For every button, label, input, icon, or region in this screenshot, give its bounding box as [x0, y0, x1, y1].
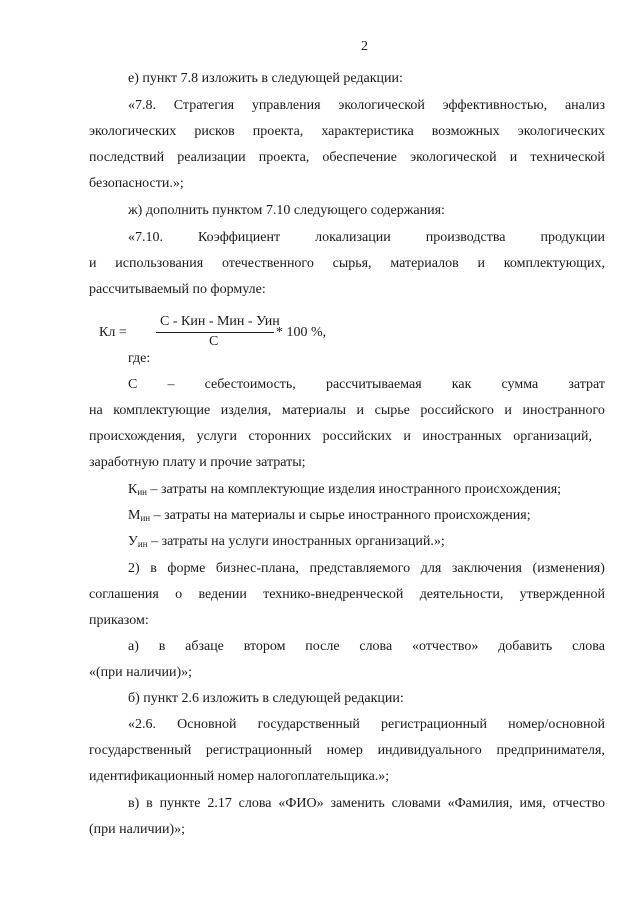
word: Стратегия: [173, 98, 235, 113]
word: государственный: [257, 717, 360, 732]
v-line-2: (при наличии)»;: [89, 822, 186, 837]
v-line-1: [128, 795, 605, 813]
p710-line-2: [89, 255, 605, 273]
m-text: – затраты на материалы и сырье иностранного происхождения;: [150, 508, 531, 523]
p78-line-1: [128, 97, 605, 115]
formula-rhs: * 100 %,: [276, 325, 327, 340]
word: сырье: [374, 403, 410, 418]
word: организаций,: [513, 429, 592, 444]
word: услуги: [196, 429, 237, 444]
word: бизнес-плана,: [215, 561, 299, 576]
p78-line-2: [89, 123, 605, 141]
p2-line-2: [89, 586, 605, 604]
formula-denominator: С: [209, 334, 219, 349]
word: заменить: [330, 796, 385, 811]
c-def-line-1: [128, 376, 605, 394]
word: обеспечение: [322, 150, 397, 165]
word: (изменения): [532, 561, 605, 576]
m-subscript: ин: [140, 513, 151, 523]
word: экологических: [89, 124, 177, 139]
word: и: [509, 150, 518, 165]
word: технико-внедренческой: [263, 587, 404, 602]
page-number: 2: [361, 39, 368, 54]
word: слова: [238, 796, 272, 811]
word: экологической: [338, 98, 425, 113]
word: «отчество»: [412, 639, 479, 654]
word: представляемого: [309, 561, 411, 576]
word: комплектующих,: [503, 256, 605, 271]
word: технической: [530, 150, 605, 165]
u-symbol: У: [128, 534, 138, 549]
word: абзаце: [185, 639, 224, 654]
word: 2.17: [207, 796, 232, 811]
k-definition: [128, 481, 561, 501]
word: комплектующие: [113, 403, 211, 418]
u-subscript: ин: [137, 539, 148, 549]
word: в: [158, 639, 166, 654]
word: «7.10.: [128, 230, 163, 245]
word: проекта,: [258, 150, 310, 165]
word: в: [146, 796, 153, 811]
word: словами: [391, 796, 441, 811]
word: имя,: [519, 796, 546, 811]
word: затрат: [568, 377, 605, 392]
p26-line-2: [89, 742, 605, 760]
word: слова: [572, 639, 605, 654]
word: регистрационный: [205, 743, 312, 758]
word: возможных: [431, 124, 500, 139]
word: и: [89, 256, 97, 271]
word: сумма: [501, 377, 539, 392]
k-subscript: ин: [137, 487, 147, 497]
k-symbol: К: [128, 482, 138, 497]
word: сырья,: [332, 256, 372, 271]
p78-line-3: [89, 149, 605, 167]
word: производства: [425, 230, 506, 245]
word: индивидуального: [377, 743, 482, 758]
word: отечественного: [221, 256, 314, 271]
word: как: [451, 377, 472, 392]
formula-numerator: С - Кин - Мин - Уин: [160, 314, 280, 329]
p26-line-1: [128, 716, 605, 734]
c-def-line-2: [89, 402, 605, 420]
word: экологической: [410, 150, 497, 165]
word: реализации: [177, 150, 246, 165]
word: анализ: [564, 98, 605, 113]
p710-line-3: рассчитываемый по формуле:: [89, 282, 266, 297]
p26-line-3: идентификационный номер налогоплательщика.»;: [89, 769, 390, 784]
p78-line-4: безопасности.»;: [89, 176, 184, 191]
word: пункте: [159, 796, 201, 811]
p2-line-3: приказом:: [89, 613, 149, 628]
word: продукции: [540, 230, 605, 245]
p2-line-1: [128, 560, 605, 578]
word: соглашения: [89, 587, 159, 602]
word: происхождения,: [89, 429, 186, 444]
word: иностранного: [522, 403, 605, 418]
word: предпринимателя,: [496, 743, 605, 758]
u-text: – затраты на услуги иностранных организаций.»;: [147, 534, 445, 549]
word: управления: [251, 98, 321, 113]
c-def-line-3: [89, 428, 592, 446]
word: о: [175, 587, 183, 602]
word: для: [420, 561, 442, 576]
k-text: – затраты на комплектующие изделия иностранного происхождения;: [146, 482, 562, 497]
m-symbol: М: [128, 508, 141, 523]
word: Коэффициент: [198, 230, 281, 245]
word: рисков: [194, 124, 235, 139]
word: «7.8.: [128, 98, 156, 113]
word: добавить: [498, 639, 553, 654]
formula-lhs: Кл =: [99, 325, 127, 340]
word: деятельности,: [419, 587, 504, 602]
where-label: где:: [128, 351, 151, 366]
item-zh-intro: ж) дополнить пунктом 7.10 следующего содержания:: [128, 203, 445, 218]
word: российских: [322, 429, 392, 444]
word: российского: [420, 403, 494, 418]
word: –: [167, 377, 175, 392]
word: себестоимость,: [204, 377, 296, 392]
item-b-intro: б) пункт 2.6 изложить в следующей редакции:: [128, 691, 404, 706]
word: ведении: [198, 587, 247, 602]
word: слова: [359, 639, 393, 654]
word: втором: [243, 639, 286, 654]
p710-line-1: [128, 229, 605, 247]
word: на: [89, 403, 103, 418]
word: С: [128, 377, 138, 392]
m-definition: [128, 507, 531, 527]
c-def-line-4: заработную плату и прочие затраты;: [89, 455, 306, 470]
word: в: [150, 561, 157, 576]
word: и: [477, 256, 485, 271]
word: в): [128, 796, 140, 811]
a-line-1: [128, 638, 605, 656]
word: материалы: [281, 403, 346, 418]
word: Основной: [177, 717, 237, 732]
word: рассчитываемая: [325, 377, 422, 392]
word: сторонних: [248, 429, 312, 444]
word: эффективностью,: [442, 98, 548, 113]
word: экологических: [517, 124, 605, 139]
word: характеристика: [321, 124, 414, 139]
word: «Фамилия,: [447, 796, 513, 811]
word: после: [305, 639, 340, 654]
word: «2.6.: [128, 717, 156, 732]
word: иностранных: [422, 429, 502, 444]
word: а): [128, 639, 139, 654]
word: и: [504, 403, 512, 418]
word: изделия,: [220, 403, 272, 418]
word: отчество: [552, 796, 605, 811]
word: заключения: [451, 561, 522, 576]
word: и: [403, 429, 411, 444]
word: проекта,: [252, 124, 304, 139]
a-line-2: «(при наличии)»;: [89, 665, 193, 680]
word: форме: [167, 561, 206, 576]
word: «ФИО»: [278, 796, 324, 811]
word: локализации: [315, 230, 391, 245]
word: государственный: [89, 743, 192, 758]
word: использования: [115, 256, 204, 271]
u-definition: [128, 533, 445, 553]
word: регистрационный: [380, 717, 488, 732]
word: утвержденной: [519, 587, 605, 602]
word: 2): [128, 561, 140, 576]
item-e-intro: е) пункт 7.8 изложить в следующей редакции:: [128, 71, 403, 86]
word: материалов: [390, 256, 459, 271]
word: и: [356, 403, 365, 418]
word: номер: [326, 743, 363, 758]
word: последствий: [89, 150, 165, 165]
word: номер/основной: [508, 717, 605, 732]
localization-formula: [99, 314, 339, 354]
formula-fraction-bar: [156, 332, 274, 333]
